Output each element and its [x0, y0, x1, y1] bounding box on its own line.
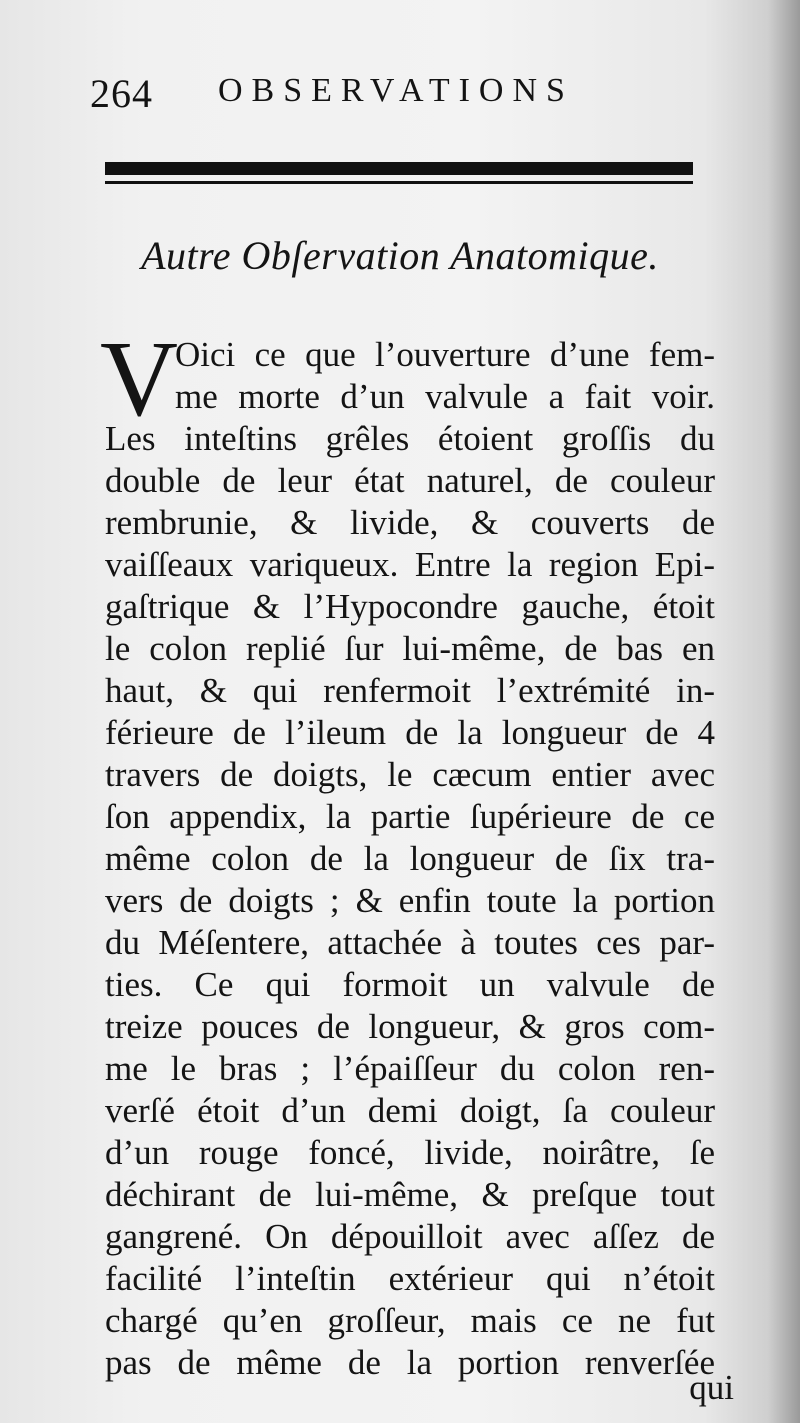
text-line: rembrunie, & livide, & couverts de — [105, 503, 715, 542]
text-line: déchirant de lui-même, & preſque tout — [105, 1175, 715, 1214]
text-line: d’un rouge foncé, livide, noirâtre, ſe — [105, 1133, 715, 1172]
text-line: pas de même de la portion renverſée — [105, 1343, 715, 1382]
text-line: vaiſſeaux variqueux. Entre la region Epi- — [105, 545, 715, 584]
drop-cap: V — [100, 320, 178, 439]
text-line: férieure de l’ileum de la longueur de 4 — [105, 713, 715, 752]
text-line: ſon appendix, la partie ſupérieure de ce — [105, 797, 715, 836]
text-line: travers de doigts, le cæcum entier avec — [105, 755, 715, 794]
section-title: Autre Obſervation Anatomique. — [141, 233, 659, 278]
text-line: verſé étoit d’un demi doigt, ſa couleur — [105, 1091, 715, 1130]
text-line: le colon replié ſur lui-même, de bas en — [105, 629, 715, 668]
text-line: me le bras ; l’épaiſſeur du colon ren- — [105, 1049, 715, 1088]
text-line: double de leur état naturel, de couleur — [105, 461, 715, 500]
text-line: Oici ce que l’ouverture d’une fem- — [175, 335, 715, 374]
page-number: 264 — [90, 71, 153, 116]
text-line: même colon de la longueur de ſix tra- — [105, 839, 715, 878]
text-line: gaſtrique & l’Hypocondre gauche, étoit — [105, 587, 715, 626]
header-rule-thin — [105, 181, 693, 184]
text-line: Les inteſtins grêles étoient groſſis du — [105, 419, 715, 458]
text-line: du Méſentere, attachée à toutes ces par- — [105, 923, 715, 962]
text-line: gangrené. On dépouilloit avec aſſez de — [105, 1217, 715, 1256]
text-line: haut, & qui renfermoit l’extrémité in- — [105, 671, 715, 710]
text-line: treize pouces de longueur, & gros com- — [105, 1007, 715, 1046]
page-header — [90, 70, 730, 120]
text-line: facilité l’inteſtin extérieur qui n’étoit — [105, 1259, 715, 1298]
text-line: vers de doigts ; & enfin toute la portion — [105, 881, 715, 920]
text-line: me morte d’un valvule a fait voir. — [175, 377, 715, 416]
running-title: OBSERVATIONS — [218, 72, 574, 109]
header-rule-thick — [105, 162, 693, 175]
text-line: chargé qu’en groſſeur, mais ce ne fut — [105, 1301, 715, 1340]
catchword: qui — [689, 1368, 734, 1407]
text-line: ties. Ce qui formoit un valvule de — [105, 965, 715, 1004]
